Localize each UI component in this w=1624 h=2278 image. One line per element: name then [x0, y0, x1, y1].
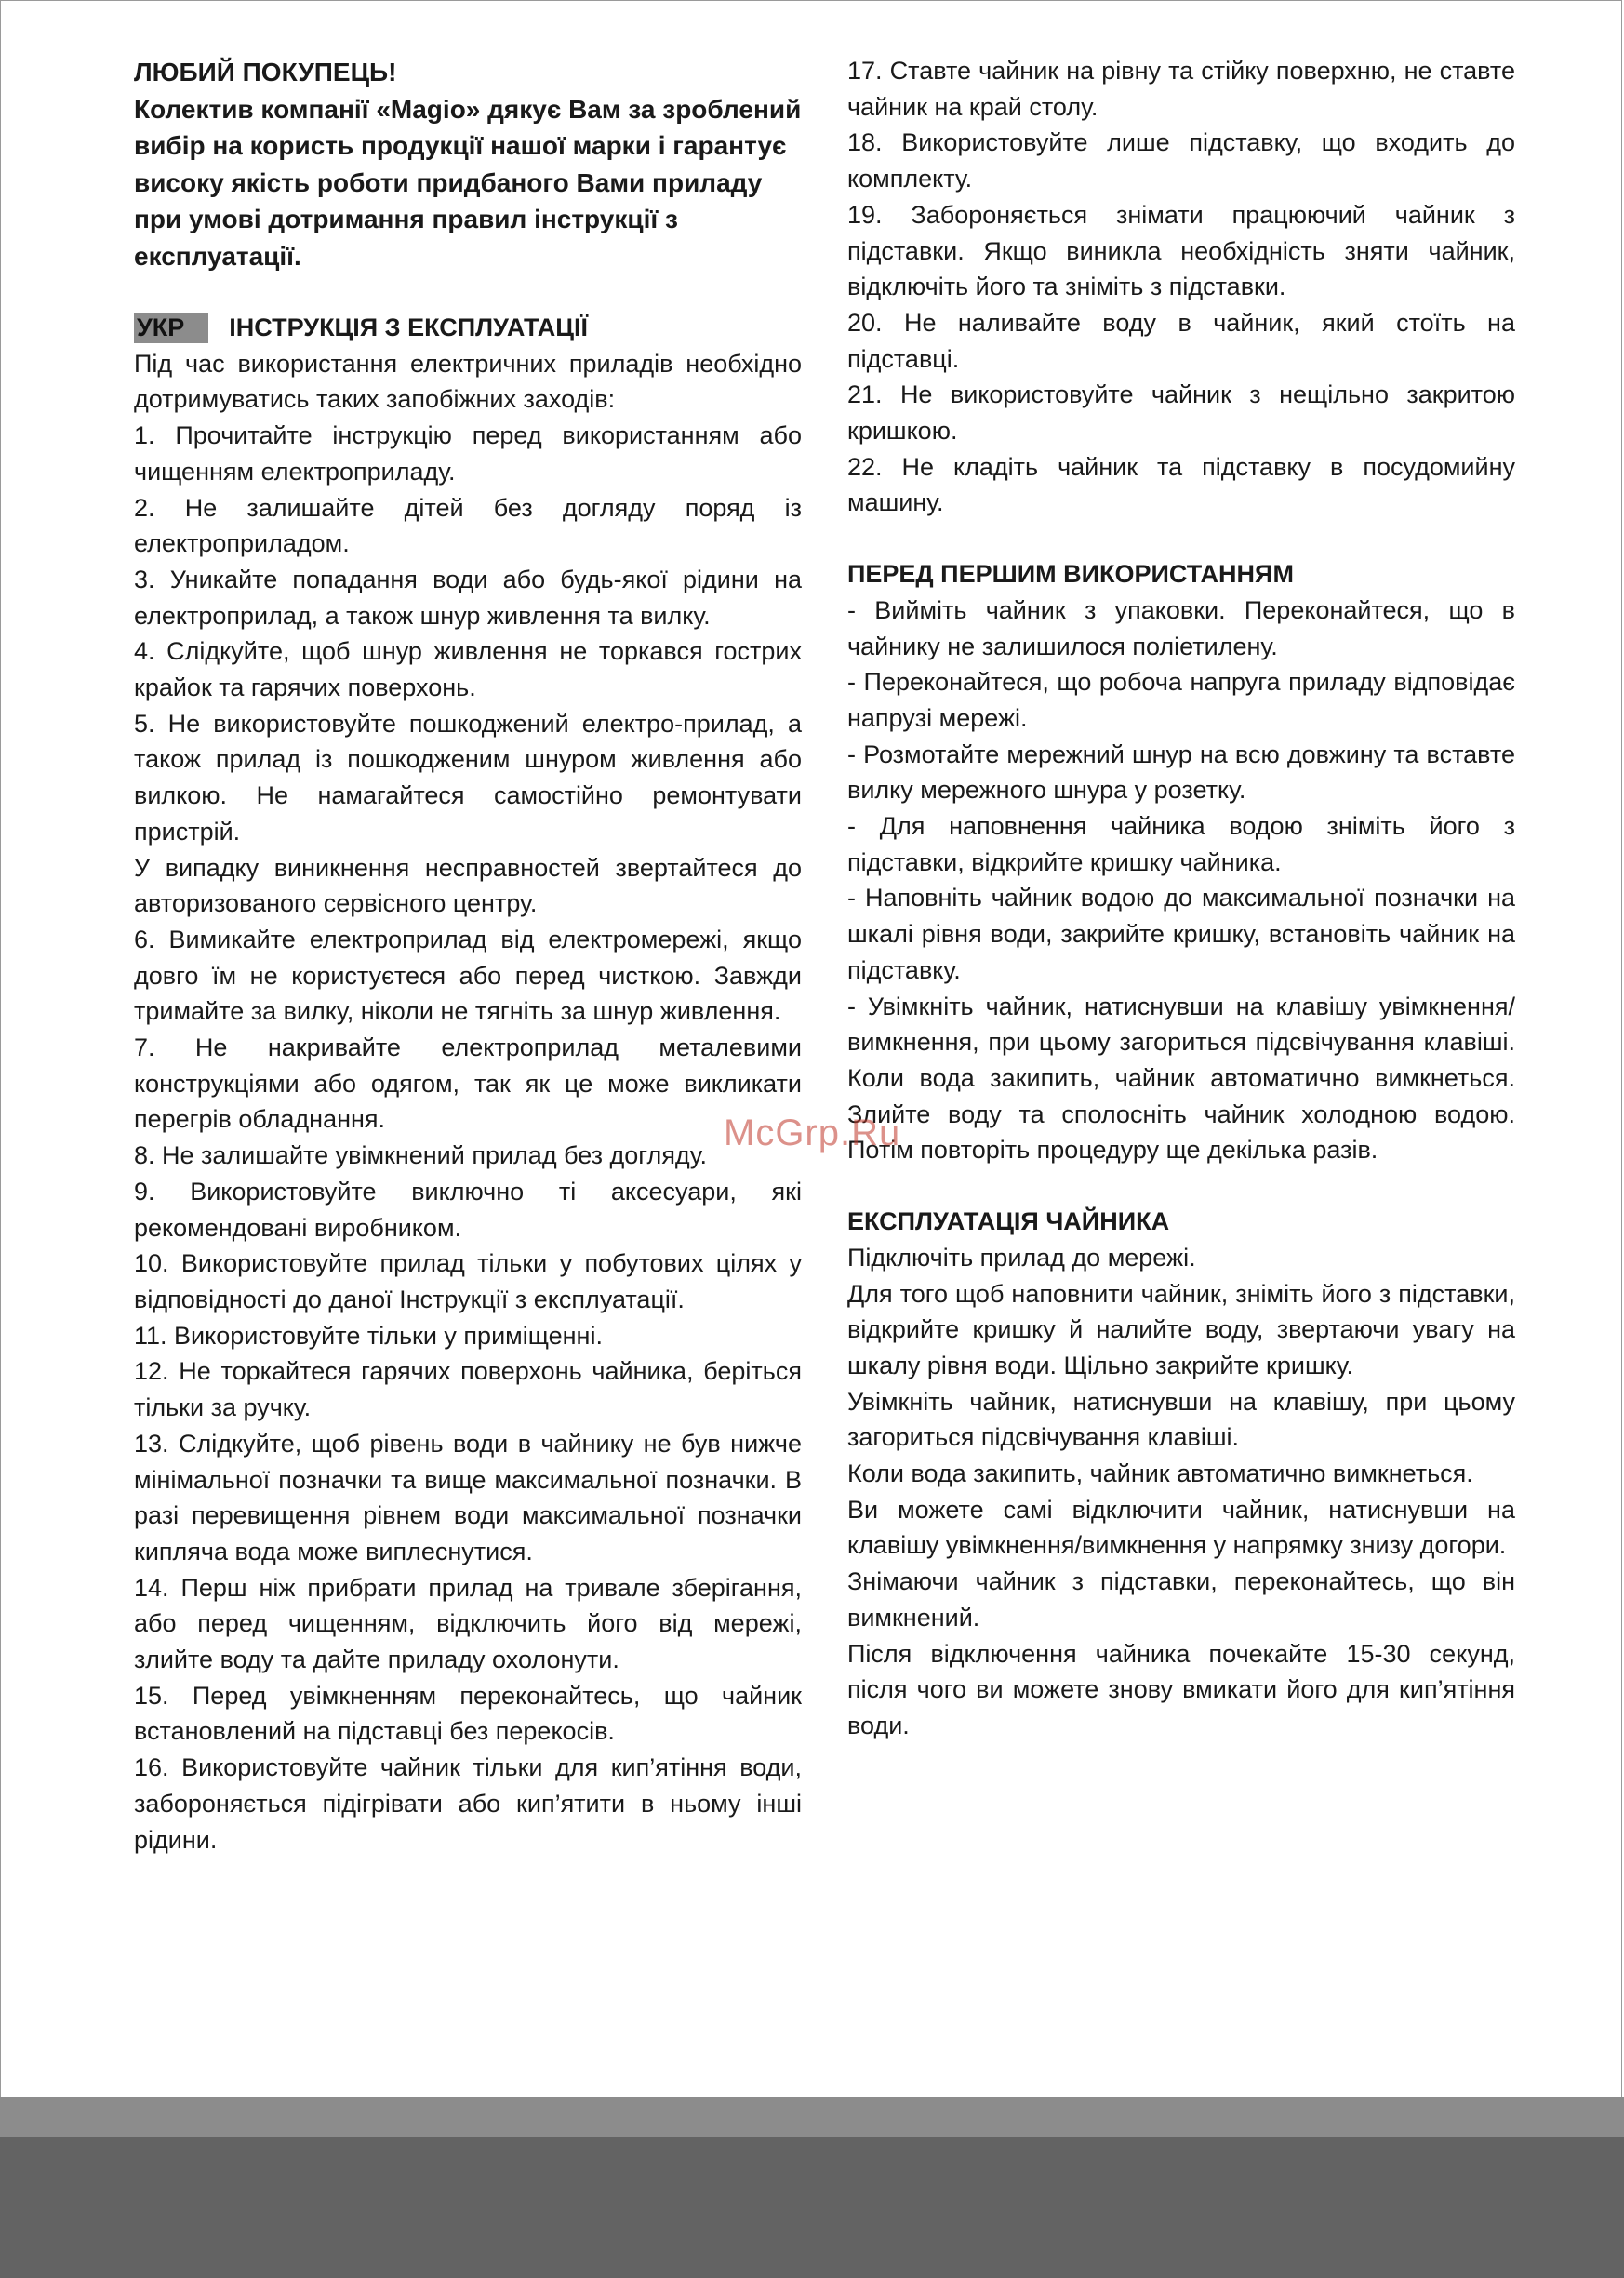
first-use-item: - Переконайтеся, що робоча напруга приладу відповідає напрузі мережі.	[847, 668, 1515, 732]
footer-band-light	[0, 2097, 1624, 2137]
first-use-item: - Для наповнення чайника водою зніміть його з підставки, відкрийте кришку чайника.	[847, 812, 1515, 876]
first-use-item: - Розмотайте мережний шнур на всю довжину та вставте вилку мережного шнура у розетку.	[847, 739, 1515, 805]
instruction-item: 14. Перш ніж прибрати прилад на тривале зберігання, або перед чищенням, відключить його від мережі, злийте воду та дайте приладу охолонути.	[134, 1573, 802, 1674]
operation-item: Коли вода закипить, чайник автоматично вимкнеться.	[847, 1459, 1473, 1488]
first-use-item: - Вийміть чайник з упаковки. Переконайтеся, що в чайнику не залишилося поліетилену.	[847, 595, 1515, 660]
intro-greeting: ЛЮБИЙ ПОКУПЕЦЬ!	[134, 58, 397, 87]
instruction-item: 11. Використовуйте тільки у приміщенні.	[134, 1321, 603, 1350]
left-column	[134, 54, 802, 1858]
instruction-item: 8. Не залишайте увімкнений прилад без догляду.	[134, 1141, 707, 1170]
right-column	[847, 53, 1515, 1744]
instruction-item: 6. Вимикайте електроприлад від електромережі, якщо довго їм не користуєтеся або перед чисткою. Завжди тримайте за вилку, ніколи не тягніть за шнур живлення.	[134, 925, 802, 1026]
instructions-lead: Під час використання електричних приладів необхідно дотримуватись таких запобіжних заходів:	[134, 349, 802, 414]
instruction-item: 17. Ставте чайник на рівну та стійку поверхню, не ставте чайник на край столу.	[847, 57, 1515, 121]
instruction-item: 1. Прочитайте інструкцію перед використанням або чищенням електроприладу.	[134, 421, 802, 486]
instruction-item: 5. Не використовуйте пошкоджений електро-прилад, а також прилад із пошкодженим шнуром живлення або вилкою. Не намагайтеся самостійно ремонтувати пристрій.	[134, 709, 802, 846]
operation-item: Для того щоб наповнити чайник, зніміть його з підставки, відкрийте кришку й налийте воду, звертаючи увагу на шкалу рівня води. Щільно закрийте кришку.	[847, 1279, 1515, 1379]
instruction-item: 12. Не торкайтеся гарячих поверхонь чайника, беріться тільки за ручку.	[134, 1357, 802, 1422]
language-badge: УКР	[134, 313, 208, 343]
instruction-item: 20. Не наливайте воду в чайник, який стоїть на підставці.	[847, 308, 1515, 373]
instruction-item: 15. Перед увімкненням переконайтесь, що чайник встановлений на підставці без перекосів.	[134, 1681, 802, 1746]
intro-block	[134, 54, 802, 274]
footer-band-dark	[0, 2137, 1624, 2278]
instruction-item: 13. Слідкуйте, щоб рівень води в чайнику не був нижче мінімальної позначки та вище максимальної позначки. В разі перевищення рівнем води максимальної позначки кипляча вода може виплеснутися.	[134, 1429, 802, 1565]
instruction-item: 22. Не кладіть чайник та підставку в посудомийну машину.	[847, 452, 1515, 517]
first-use-item: - Наповніть чайник водою до максимальної позначки на шкалі рівня води, закрийте кришку, встановіть чайник на підставку.	[847, 884, 1515, 984]
instructions-title: ІНСТРУКЦІЯ З ЕКСПЛУАТАЦІЇ	[229, 313, 588, 341]
intro-text: Колектив компанії «Magio» дякує Вам за зроблений вибір на користь продукції нашої марки і гарантує високу якість роботи придбаного Вами приладу при умові дотримання правил інструкції з експлуатації.	[134, 94, 802, 271]
watermark: McGrp.Ru	[724, 1112, 901, 1153]
instruction-item: 4. Слідкуйте, щоб шнур живлення не торкався гострих крайок та гарячих поверхонь.	[134, 637, 802, 702]
instruction-item: 21. Не використовуйте чайник з нещільно закритою кришкою.	[847, 380, 1515, 446]
instruction-item: 7. Не накривайте електроприлад металевими конструкціями або одягом, так як це може викликати перегрів обладнання.	[134, 1033, 802, 1134]
operation-item: Ви можете самі відключити чайник, натиснувши на клавішу увімкнення/вимкнення у напрямку знизу догори.	[847, 1495, 1515, 1560]
operation-item: Підключіть прилад до мережі.	[847, 1243, 1196, 1272]
instruction-item: 16. Використовуйте чайник тільки для кип’ятіння води, забороняється підігрівати або кип’ятити в ньому інші рідини.	[134, 1753, 802, 1854]
instruction-item: 10. Використовуйте прилад тільки у побутових цілях у відповідності до даної Інструкції з експлуатації.	[134, 1249, 802, 1313]
instructions-heading	[134, 310, 802, 346]
first-use-heading: ПЕРЕД ПЕРШИМ ВИКОРИСТАННЯМ	[847, 560, 1294, 589]
instruction-item: 18. Використовуйте лише підставку, що входить до комплекту.	[847, 128, 1515, 193]
operation-item: Після відключення чайника почекайте 15-30 секунд, після чого ви можете знову вмикати його для кип’ятіння води.	[847, 1639, 1515, 1739]
first-use-item: - Увімкніть чайник, натиснувши на клавішу увімкнення/вимкнення, при цьому загориться підсвічування клавіші. Коли вода закипить, чайник автоматично вимкнеться. Злийте воду та сполосніть чайник холодною водою. Потім повторіть процедуру ще декілька разів.	[847, 992, 1515, 1165]
operation-heading: ЕКСПЛУАТАЦІЯ ЧАЙНИКА	[847, 1207, 1170, 1236]
instruction-item: 2. Не залишайте дітей без догляду поряд із електроприладом.	[134, 493, 802, 558]
instruction-item: У випадку виникнення несправностей звертайтеся до авторизованого сервісного центру.	[134, 853, 802, 918]
instruction-item: 9. Використовуйте виключно ті аксесуари, які рекомендовані виробником.	[134, 1177, 802, 1242]
operation-item: Знімаючи чайник з підставки, переконайтесь, що він вимкнений.	[847, 1567, 1515, 1632]
instruction-item: 19. Забороняється знімати працюючий чайник з підставки. Якщо виникла необхідність зняти чайник, відключіть його та зніміть з підставки.	[847, 200, 1515, 301]
operation-item: Увімкніть чайник, натиснувши на клавішу, при цьому загориться підсвічування клавіші.	[847, 1387, 1515, 1452]
instruction-item: 3. Уникайте попадання води або будь-якої рідини на електроприлад, а також шнур живлення та вилку.	[134, 565, 802, 630]
